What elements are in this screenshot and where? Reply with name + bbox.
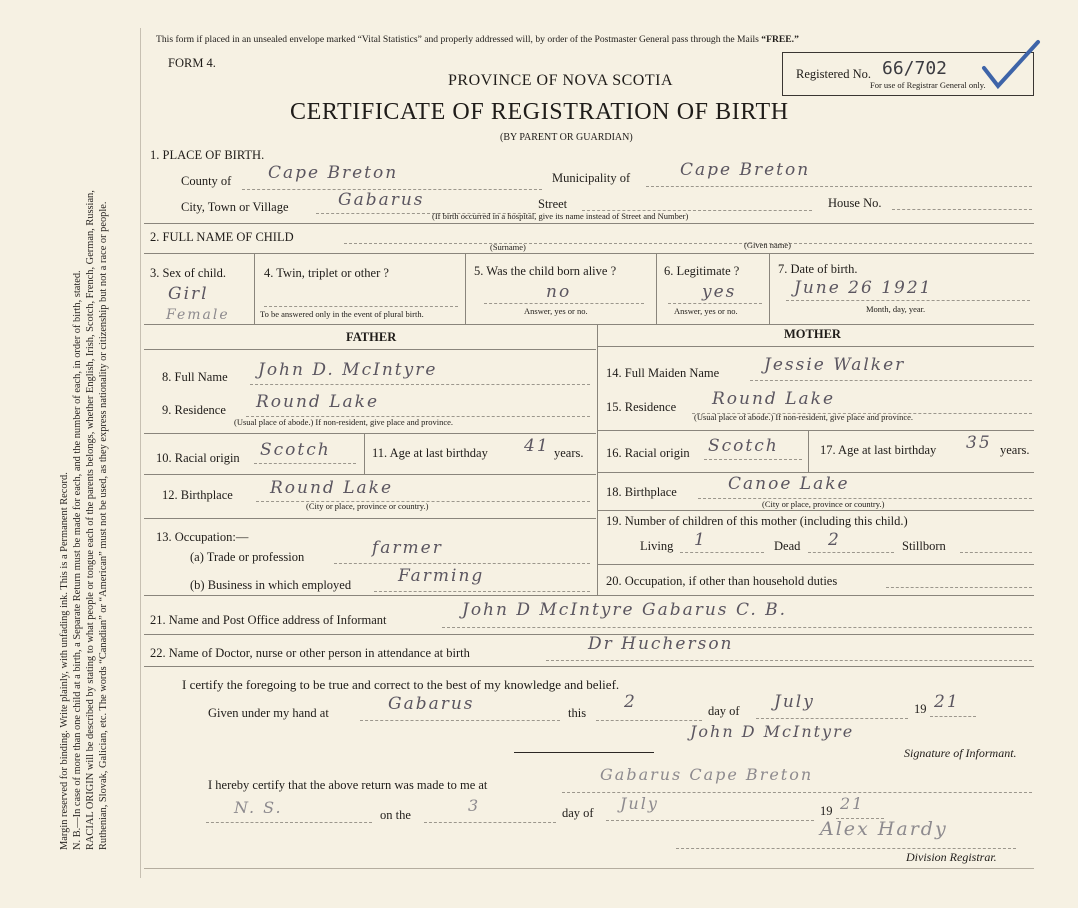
mother-residence-label: 15. Residence bbox=[606, 400, 677, 414]
side-notes bbox=[58, 30, 110, 850]
doctor-label: 22. Name of Doctor, nurse or other person in attendance at birth bbox=[150, 646, 470, 660]
registrar-month-value: July bbox=[620, 794, 659, 813]
registrar-ns-value: N. S. bbox=[234, 798, 283, 817]
alive-value: no bbox=[546, 282, 572, 302]
given-month-value: July bbox=[774, 692, 815, 712]
dob-note: Month, day, year. bbox=[866, 304, 926, 314]
dead-value: 2 bbox=[828, 530, 841, 550]
registrar-day-of-label: day of bbox=[562, 806, 594, 820]
sex-value-2: Female bbox=[166, 307, 230, 323]
alive-note: Answer, yes or no. bbox=[524, 306, 588, 316]
mother-occupation-label: 20. Occupation, if other than household duties bbox=[606, 574, 838, 588]
side-note-1: Margin reserved for binding. Write plainly, with unfading ink. This is a Permanent Record. bbox=[59, 472, 70, 850]
mother-heading: MOTHER bbox=[784, 327, 841, 341]
on-the-label: on the bbox=[380, 808, 411, 822]
alive-label: 5. Was the child born alive ? bbox=[474, 264, 617, 278]
page-title: CERTIFICATE OF REGISTRATION OF BIRTH bbox=[290, 99, 789, 125]
father-age-value: 41 bbox=[524, 436, 550, 456]
dob-label: 7. Date of birth. bbox=[778, 262, 858, 276]
father-years-label: years. bbox=[554, 446, 584, 460]
business-value: Farming bbox=[398, 566, 485, 586]
father-heading: FATHER bbox=[346, 330, 397, 344]
division-registrar-label: Division Registrar. bbox=[906, 850, 997, 864]
given-name-note: (Given name) bbox=[744, 240, 791, 250]
mother-age-value: 35 bbox=[966, 433, 992, 453]
surname-note: (Surname) bbox=[490, 242, 526, 252]
legitimate-value: yes bbox=[702, 282, 737, 302]
side-note-2: N. B.—In case of more than one child at a birth, a Separate Return must be made for each, and the number of each, in order of birth, stated. bbox=[72, 270, 83, 850]
legitimate-label: 6. Legitimate ? bbox=[664, 264, 740, 278]
legitimate-note: Answer, yes or no. bbox=[674, 306, 738, 316]
mother-residence-note: (Usual place of abode.) If non-resident, give place and province. bbox=[694, 412, 914, 422]
living-label: Living bbox=[640, 539, 674, 553]
mother-name-value: Jessie Walker bbox=[764, 355, 906, 375]
street-label: Street bbox=[538, 197, 568, 211]
twin-note: To be answered only in the event of plural birth. bbox=[260, 309, 424, 319]
given-under-label: Given under my hand at bbox=[208, 706, 329, 720]
checkmark-icon bbox=[980, 38, 1044, 90]
side-note-3: RACIAL ORIGIN will be described by stating to what people or tongue each of the parents belongs, whether English, Irish, Scotch, French, German, Russian, bbox=[85, 190, 96, 850]
dead-label: Dead bbox=[774, 539, 801, 553]
registrar-note: For use of Registrar General only. bbox=[870, 80, 986, 90]
form-number: FORM 4. bbox=[168, 56, 216, 70]
given-place-value: Gabarus bbox=[388, 694, 475, 714]
signature-of-informant-label: Signature of Informant. bbox=[904, 746, 1017, 760]
informant-label: 21. Name and Post Office address of Informant bbox=[150, 613, 387, 627]
house-label: House No. bbox=[828, 196, 882, 210]
father-racial-value: Scotch bbox=[260, 440, 331, 460]
mother-name-label: 14. Full Maiden Name bbox=[606, 366, 720, 380]
margin-line bbox=[140, 28, 141, 878]
father-residence-label: 9. Residence bbox=[162, 403, 226, 417]
children-count-label: 19. Number of children of this mother (including this child.) bbox=[606, 514, 908, 528]
father-birthplace-note: (City or place, province or country.) bbox=[306, 501, 429, 511]
postal-notice: This form if placed in an unsealed envelope marked “Vital Statistics” and properly addressed will, by order of the Postmaster General pass through the Mails “FREE.” bbox=[156, 34, 799, 45]
informant-signature: John D McIntyre bbox=[690, 722, 855, 741]
trade-value: farmer bbox=[372, 538, 443, 558]
given-day-value: 2 bbox=[624, 692, 637, 712]
province-heading: PROVINCE OF NOVA SCOTIA bbox=[448, 72, 674, 89]
child-name-label: 2. FULL NAME OF CHILD bbox=[150, 230, 294, 244]
twin-label: 4. Twin, triplet or other ? bbox=[264, 266, 389, 280]
mother-birthplace-note: (City or place, province or country.) bbox=[762, 499, 885, 509]
city-value: Gabarus bbox=[338, 190, 425, 210]
registrar-signature: Alex Hardy bbox=[820, 818, 948, 840]
registered-label: Registered No. bbox=[796, 67, 871, 81]
father-residence-value: Round Lake bbox=[256, 392, 380, 412]
municipality-value: Cape Breton bbox=[680, 160, 811, 180]
mother-racial-value: Scotch bbox=[708, 436, 779, 456]
street-note: (If birth occurred in a hospital, give its name instead of Street and Number) bbox=[432, 211, 689, 221]
county-label: County of bbox=[181, 174, 232, 188]
trade-label: (a) Trade or profession bbox=[190, 550, 305, 564]
mother-age-label: 17. Age at last birthday bbox=[820, 443, 937, 457]
living-value: 1 bbox=[694, 530, 707, 550]
father-age-label: 11. Age at last birthday bbox=[372, 446, 488, 460]
county-value: Cape Breton bbox=[268, 163, 399, 183]
city-label: City, Town or Village bbox=[181, 200, 289, 214]
dob-value: June 26 1921 bbox=[794, 278, 933, 298]
certify-statement: I certify the foregoing to be true and correct to the best of my knowledge and belief. bbox=[182, 677, 620, 692]
mother-birthplace-label: 18. Birthplace bbox=[606, 485, 677, 499]
business-label: (b) Business in which employed bbox=[190, 578, 352, 592]
informant-value: John D McIntyre Gabarus C. B. bbox=[462, 600, 788, 620]
mother-years-label: years. bbox=[1000, 443, 1030, 457]
doctor-value: Dr Hucherson bbox=[588, 634, 734, 654]
page-subtitle: (BY PARENT OR GUARDIAN) bbox=[500, 132, 633, 143]
mother-racial-label: 16. Racial origin bbox=[606, 446, 690, 460]
sex-label: 3. Sex of child. bbox=[150, 266, 227, 280]
side-note-4: Ruthenian, Slovak, Galician, etc. The words “Canadian” or “American” must not be used, as they express nationality or citizenship but not a race or people. bbox=[98, 201, 109, 850]
given-day-of-label: day of bbox=[708, 704, 740, 718]
mother-birthplace-value: Canoe Lake bbox=[728, 474, 850, 494]
registrar-place-value: Gabarus Cape Breton bbox=[600, 765, 814, 784]
stillborn-label: Stillborn bbox=[902, 539, 946, 553]
given-year-value: 21 bbox=[934, 692, 960, 712]
registrar-day-value: 3 bbox=[468, 796, 481, 815]
mother-residence-value: Round Lake bbox=[712, 389, 836, 409]
occupation-heading: 13. Occupation:— bbox=[156, 530, 249, 544]
registrar-year-prefix: 19 bbox=[820, 804, 833, 818]
registered-number: 66/702 bbox=[882, 58, 948, 79]
father-residence-note: (Usual place of abode.) If non-resident, give place and province. bbox=[234, 417, 454, 427]
registrar-year-value: 21 bbox=[840, 794, 865, 813]
sex-value: Girl bbox=[168, 284, 209, 304]
this-label: this bbox=[568, 706, 587, 720]
municipality-label: Municipality of bbox=[552, 171, 631, 185]
given-year-prefix: 19 bbox=[914, 702, 927, 716]
registrar-statement: I hereby certify that the above return was made to me at bbox=[208, 778, 488, 792]
father-racial-label: 10. Racial origin bbox=[156, 451, 240, 465]
father-name-value: John D. McIntyre bbox=[258, 360, 438, 380]
place-of-birth-heading: 1. PLACE OF BIRTH. bbox=[150, 148, 265, 162]
father-birthplace-value: Round Lake bbox=[270, 478, 394, 498]
father-name-label: 8. Full Name bbox=[162, 370, 228, 384]
father-birthplace-label: 12. Birthplace bbox=[162, 488, 233, 502]
